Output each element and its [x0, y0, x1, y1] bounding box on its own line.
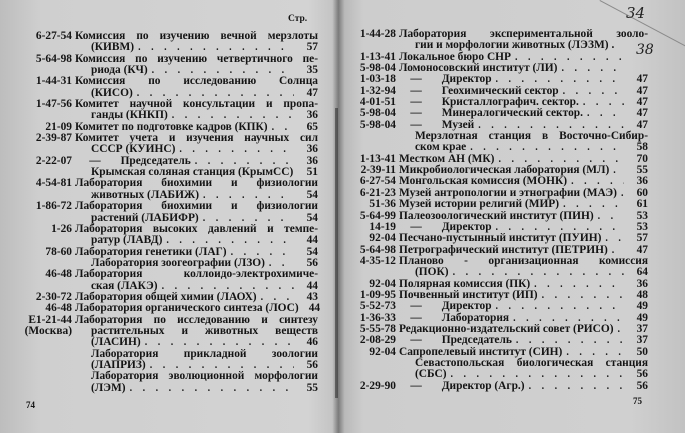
phone-number: 5-98-04 — [359, 118, 396, 131]
entry-body — [75, 337, 318, 348]
entry-text: Локальное бюро СНР — [399, 50, 511, 63]
directory-entry-line — [0, 42, 318, 53]
page-reference: 57 — [636, 232, 648, 245]
page-reference: 61 — [636, 198, 648, 211]
directory-entry-line — [0, 201, 318, 212]
dot-leader — [587, 108, 624, 119]
entry-text: Редакционно-издательский совет (РИСО) — [399, 322, 614, 335]
entry-body — [75, 269, 318, 280]
entry-text: Монгольская комиссия (МОНК) — [399, 175, 568, 188]
entry-text: гии и морфологии животных (ЛЭЗМ) . — [415, 39, 615, 52]
entry-text: (ПОК) — [415, 266, 449, 279]
directory-entry-line — [343, 267, 648, 278]
phone-number: 1-26 — [51, 222, 72, 235]
phone-number: 1-09-95 — [359, 288, 396, 301]
entry-text: — Директор — [399, 300, 492, 313]
entry-text: Планово - организационная комиссия — [399, 254, 648, 267]
directory-list — [343, 29, 648, 392]
page-reference: 56 — [306, 256, 318, 269]
entry-text: Комитет научной консультации и пропа- — [75, 98, 318, 111]
phone-number: 1-13-41 — [359, 50, 396, 63]
page-reference: 44 — [306, 279, 318, 292]
page-reference: 49 — [636, 300, 648, 313]
directory-entry-line — [343, 131, 648, 142]
directory-entry-line — [0, 76, 318, 87]
phone-number: 5-98-04 — [359, 107, 396, 120]
dot-leader — [542, 290, 624, 301]
directory-entry-line — [0, 337, 318, 348]
page-reference: 60 — [636, 186, 648, 199]
phone-number: 1-36-33 — [359, 311, 396, 324]
phone-number: (Москва) — [24, 324, 72, 337]
right-page — [343, 0, 685, 433]
dot-leader — [605, 233, 624, 244]
page-reference: 54 — [306, 188, 318, 201]
entry-text: Лаборатория общей химии (ЛАОХ) — [75, 290, 257, 303]
entry-text: Лаборатория коллоидо-электрохимиче- — [75, 268, 318, 281]
page-reference: 47 — [306, 86, 318, 99]
entry-text: Крымская соляная станция (КрымСС) — [91, 166, 294, 179]
phone-number: 5-64-99 — [359, 209, 396, 222]
entry-text: Комитет по подготовке кадров (КПК) — [75, 120, 268, 133]
page-reference: 57 — [306, 41, 318, 54]
page-reference: 35 — [306, 64, 318, 77]
phone-number: 2-08-29 — [359, 334, 396, 347]
page-reference: 47 — [636, 73, 648, 86]
page-reference: 46 — [306, 336, 318, 349]
entry-text: Микробиологическая лаборатория (МЛ) — [399, 164, 610, 177]
entry-text: — Геохимический сектор — [399, 84, 559, 97]
directory-entry-line — [343, 199, 648, 210]
phone-number: 6-27-54 — [35, 30, 72, 42]
entry-text: — Минералогический сектор. — [399, 107, 583, 120]
entry-text: Местком АН (МК) — [399, 152, 495, 165]
entry-body — [75, 42, 318, 53]
page-reference: 47 — [636, 96, 648, 109]
entry-text: животных (ЛАБИЖ) — [91, 188, 199, 201]
entry-text: ском крае — [415, 141, 467, 154]
phone-number: 1-47-56 — [35, 98, 72, 111]
page-reference: 47 — [636, 243, 648, 256]
dot-leader — [529, 381, 624, 392]
phone-number: 1-44-31 — [35, 75, 72, 88]
entry-text: (СБС) — [415, 368, 447, 381]
directory-list — [0, 30, 321, 394]
page-reference: 65 — [306, 120, 318, 133]
entry-text: Севастопольская биологическая станция — [415, 356, 648, 369]
page-reference: 56 — [636, 368, 648, 381]
dot-leader — [138, 42, 294, 53]
directory-entry-line — [343, 335, 648, 346]
directory-entry-line — [0, 235, 318, 246]
page-reference: 55 — [306, 381, 318, 394]
page-number: 75 — [633, 396, 642, 406]
phone-number: 1-86-72 — [35, 200, 72, 213]
entry-text: (КИСО) — [91, 86, 133, 99]
directory-entry-line — [343, 358, 648, 369]
directory-entry-line — [343, 256, 648, 267]
phone-number: 46-48 — [45, 302, 72, 315]
page-reference: 36 — [306, 109, 318, 122]
page-reference: 53 — [636, 220, 648, 233]
directory-entry-line — [0, 54, 318, 65]
directory-entry-line — [343, 381, 648, 392]
entry-text: (ЛАСИН) — [91, 336, 141, 349]
entry-text: Лаборатория биохимии и физиологии — [75, 200, 318, 213]
phone-number: 5-98-04 — [359, 62, 396, 75]
dot-leader — [583, 97, 624, 108]
phone-number: 46-48 — [45, 268, 72, 281]
page-reference: 58 — [636, 141, 648, 154]
dot-leader — [451, 369, 625, 380]
page-reference: 44 — [306, 234, 318, 247]
phone-number: 6-21-23 — [359, 186, 396, 199]
phone-number: 92-04 — [369, 232, 396, 245]
entry-body — [75, 235, 318, 246]
entry-body — [399, 369, 648, 380]
directory-entry-line — [0, 31, 318, 42]
entry-text: Лаборатория генетики (ЛАГ) — [75, 245, 227, 258]
directory-entry-line — [0, 371, 318, 382]
entry-text: Палеозоологический институт (ПИН) — [399, 209, 594, 222]
entry-body — [399, 381, 648, 392]
handwritten-note: 38 — [636, 42, 654, 58]
entry-text: Лаборатория биохимии и физиологии — [75, 177, 318, 190]
entry-text: — Музей — [399, 118, 475, 131]
dot-leader — [166, 235, 294, 246]
entry-text: Музей истории религий (МИР) — [399, 198, 560, 211]
page-reference: 44 — [308, 302, 321, 315]
phone-number: 1-13-41 — [359, 152, 396, 165]
page-reference: 36 — [306, 154, 318, 167]
dot-leader — [561, 63, 624, 74]
phone-number: 1-03-18 — [359, 73, 396, 86]
entry-text: риода (КЧ) — [91, 64, 148, 77]
phone-number: 6-27-54 — [359, 175, 396, 188]
entry-body — [75, 302, 321, 315]
page-reference: 55 — [636, 164, 648, 177]
dot-leader — [453, 267, 624, 278]
entry-text: ганды (КНКП) — [91, 109, 168, 122]
entry-body — [399, 233, 648, 244]
page-reference: 51 — [306, 166, 318, 179]
phone-number: 5-64-98 — [359, 243, 396, 256]
phone-number: 2-30-72 — [35, 290, 72, 303]
phone-number: 5-52-73 — [359, 300, 396, 313]
entry-text: — Председатель — [399, 334, 512, 347]
phone-number: 2-29-90 — [359, 379, 396, 392]
page-reference: 36 — [306, 143, 318, 156]
phone-number: 21-09 — [45, 120, 72, 133]
entry-text: Мерзлотная станция в Восточно-Сибир- — [415, 130, 648, 143]
entry-text: — Лаборатория — [399, 311, 510, 324]
phone-number: 2-39-11 — [360, 164, 396, 177]
dot-leader — [179, 144, 294, 155]
directory-entry-line — [0, 349, 318, 360]
entry-text: Комиссия по исследованию Солнца — [75, 75, 318, 88]
page-reference: 37 — [636, 322, 648, 335]
entry-text: Лаборатория экспериментальной зооло- — [399, 28, 648, 40]
phone-number: 4-35-12 — [359, 254, 396, 267]
entry-body — [75, 371, 318, 382]
phone-number: 4-54-81 — [35, 177, 72, 190]
entry-text: Лаборатория по исследованию и синтезу — [75, 313, 318, 326]
entry-body — [399, 335, 648, 346]
dot-leader — [621, 188, 624, 199]
phone-number: Е1-21-44 — [28, 313, 72, 326]
entry-text: растений (ЛАБИФР) — [91, 211, 199, 224]
entry-text: Полярная комиссия (ПК) — [399, 277, 531, 290]
dot-leader — [496, 301, 624, 312]
page-column-header: Стр. — [288, 14, 308, 24]
entry-body — [399, 301, 648, 312]
entry-text: Комиссия по изучению четвертичного пе- — [75, 52, 318, 65]
entry-text: СССР (КУИНС) — [91, 143, 176, 156]
entry-text: — Директор (Агр.) — [399, 379, 525, 392]
phone-number: 2-39-87 — [35, 132, 72, 145]
spine-shadow — [335, 108, 338, 398]
directory-entry-line — [0, 326, 318, 337]
dot-leader — [516, 335, 624, 346]
entry-text: — Председатель — [75, 154, 191, 167]
entry-text: Песчано-пустынный институт (ПУИН) — [399, 232, 602, 245]
page-reference: 36 — [636, 175, 648, 188]
page-reference: 47 — [636, 84, 648, 97]
directory-entry-line — [343, 233, 648, 244]
entry-body — [399, 199, 648, 210]
phone-number: 2-22-07 — [35, 154, 72, 167]
directory-entry-line — [343, 369, 648, 380]
entry-text: Музей антропологии и этнографии (МАЭ) — [399, 186, 617, 199]
entry-text: — Директор — [399, 73, 492, 86]
dot-leader — [563, 199, 624, 210]
phone-number: 14-19 — [369, 220, 396, 233]
phone-number: 92-04 — [369, 345, 396, 358]
entry-text: Лаборатория органического синтеза (ЛОС) — [75, 302, 299, 315]
entry-body — [399, 267, 648, 278]
page-number: 74 — [26, 400, 35, 410]
page-reference: 36 — [636, 277, 648, 290]
phone-number: 1-32-94 — [359, 84, 396, 97]
entry-text: Лаборатория прикладной зоологии — [91, 347, 318, 360]
entry-text: Сапропелевый институт (СИН) — [399, 345, 563, 358]
page-reference: 49 — [636, 311, 648, 324]
entry-text: (КИВМ) — [91, 41, 135, 54]
phone-number: 4-01-51 — [359, 96, 396, 109]
page-reference: 47 — [636, 118, 648, 131]
directory-entry-line — [0, 302, 321, 315]
dot-leader — [145, 337, 294, 348]
page-reference: 56 — [306, 358, 318, 371]
entry-text: Лаборатория высоких давлений и темпе- — [75, 222, 318, 235]
entry-text: Лаборатория эволюционной морфологии — [91, 370, 318, 383]
dot-leader — [534, 279, 624, 290]
entry-text: Комитет учета и изучения научных сил — [75, 132, 318, 145]
page-reference: 53 — [636, 209, 648, 222]
entry-text: Петрографический институт (ПЕТРИН) — [399, 243, 608, 256]
dot-leader — [613, 165, 624, 176]
directory-entry-line — [0, 383, 318, 394]
phone-number: 78-60 — [45, 245, 72, 258]
entry-text: (ЛЭМ) — [91, 381, 126, 394]
directory-entry-line — [343, 301, 648, 312]
phone-number: 5-64-98 — [35, 52, 72, 65]
entry-text: Почвенный институт (ИП) — [399, 288, 538, 301]
page-reference: 37 — [636, 334, 648, 347]
phone-number: 51-36 — [369, 198, 396, 211]
entry-text: Комиссия по изучению вечной мерзлоты — [75, 30, 318, 42]
entry-text: Ломоносовский институт (ЛИ) — [399, 62, 558, 75]
page-reference: 50 — [636, 345, 648, 358]
directory-entry-line — [0, 269, 318, 280]
page-reference: 64 — [636, 266, 648, 279]
entry-text: — Кристаллографич. сектор. — [399, 96, 579, 109]
entry-text: растительных и животных веществ — [91, 324, 318, 337]
dot-leader — [598, 211, 624, 222]
page-reference: 48 — [636, 288, 648, 301]
left-page — [0, 0, 338, 433]
page-reference: 70 — [636, 152, 648, 165]
entry-text: ратур (ЛАВД) — [91, 234, 163, 247]
page-reference: 54 — [306, 245, 318, 258]
dot-leader — [618, 324, 624, 335]
dot-leader — [130, 383, 294, 394]
page-reference: 54 — [306, 211, 318, 224]
entry-text: Лаборатория зоогеографии (ЛЗО) — [91, 256, 265, 269]
entry-body — [399, 40, 648, 51]
entry-body — [75, 201, 318, 212]
entry-body — [75, 383, 318, 394]
entry-text: — Директор — [399, 220, 492, 233]
phone-number: 5-55-78 — [359, 322, 396, 335]
entry-text: ская (ЛАКЭ) — [91, 279, 158, 292]
directory-entry-line — [343, 40, 648, 51]
phone-number: 1-44-28 — [359, 28, 396, 40]
phone-number: 92-04 — [369, 277, 396, 290]
page-reference: 43 — [306, 290, 318, 303]
handwritten-note: 34 — [626, 4, 646, 22]
page-reference: 56 — [636, 379, 648, 392]
page-reference: 47 — [636, 107, 648, 120]
entry-text: (ЛАПРИЗ) — [91, 358, 146, 371]
